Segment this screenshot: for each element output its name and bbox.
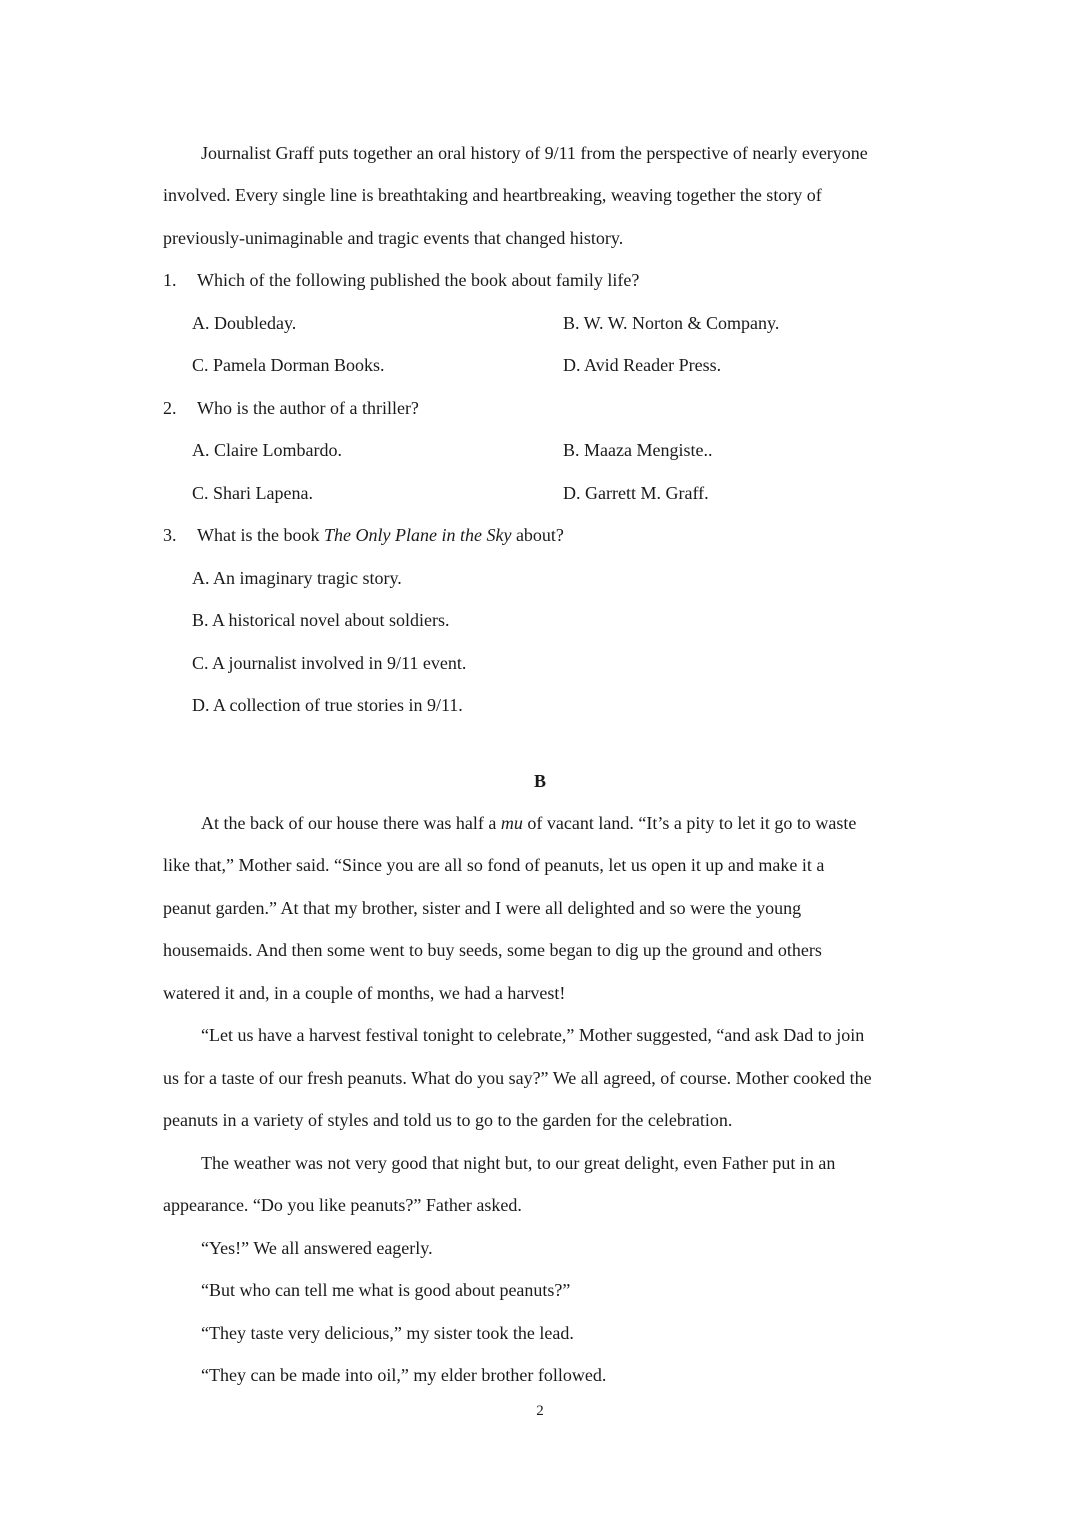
question-2-option-c: C. Shari Lapena.: [192, 483, 313, 503]
section-b-p1-line-1-before: At the back of our house there was half a: [201, 813, 501, 833]
passage-a-line-1: Journalist Graff puts together an oral history of 9/11 from the perspective of nearly everyone: [201, 143, 868, 163]
question-1-number: 1.: [163, 270, 177, 290]
question-1-option-b: B. W. W. Norton & Company.: [563, 313, 780, 333]
question-3-option-c: C. A journalist involved in 9/11 event.: [192, 653, 467, 673]
question-2-option-d: D. Garrett M. Graff.: [563, 483, 709, 503]
question-1-text: Which of the following published the book about family life?: [197, 270, 640, 290]
section-b-p2-line-2: us for a taste of our fresh peanuts. What do you say?” We all agreed, of course. Mother cooked the: [163, 1068, 872, 1088]
section-b-p3-line-2: appearance. “Do you like peanuts?” Father asked.: [163, 1195, 522, 1215]
question-2-number: 2.: [163, 398, 177, 418]
section-b-p1-line-1-after: of vacant land. “It’s a pity to let it go to waste: [522, 813, 857, 833]
section-b-p2-line-3: peanuts in a variety of styles and told us to go to the garden for the celebration.: [163, 1110, 733, 1130]
question-3-text-before: What is the book: [197, 525, 324, 545]
section-b-heading: B: [533, 771, 546, 791]
question-1-option-c: C. Pamela Dorman Books.: [192, 355, 385, 375]
section-b-p7: “They can be made into oil,” my elder brother followed.: [201, 1365, 607, 1385]
section-b-p1-line-4: housemaids. And then some went to buy seeds, some began to dig up the ground and others: [163, 940, 822, 960]
section-b-p1-mu: mu: [500, 813, 523, 833]
question-2-text: Who is the author of a thriller?: [197, 398, 419, 418]
question-1-option-d: D. Avid Reader Press.: [563, 355, 722, 375]
section-b-p1-line-1: [201, 812, 856, 834]
section-b-p4: “Yes!” We all answered eagerly.: [201, 1238, 433, 1258]
section-b-p1-line-3: peanut garden.” At that my brother, sister and I were all delighted and so were the young: [163, 898, 802, 918]
section-b-p1-line-2: like that,” Mother said. “Since you are all so fond of peanuts, let us open it up and make it a: [163, 855, 825, 875]
section-b-p1-line-5: watered it and, in a couple of months, we had a harvest!: [163, 983, 566, 1003]
question-2-option-b: B. Maaza Mengiste..: [563, 440, 713, 460]
question-1-option-a: A. Doubleday.: [192, 313, 297, 333]
question-2-option-a: A. Claire Lombardo.: [192, 440, 342, 460]
section-b-p2-line-1: “Let us have a harvest festival tonight to celebrate,” Mother suggested, “and ask Dad to join: [201, 1025, 865, 1045]
question-3-book-title: The Only Plane in the Sky: [323, 525, 512, 545]
question-3-number: 3.: [163, 525, 177, 545]
question-3-option-d: D. A collection of true stories in 9/11.: [192, 695, 463, 715]
section-b-p3-line-1: The weather was not very good that night but, to our great delight, even Father put in an: [201, 1153, 836, 1173]
passage-a-line-2: involved. Every single line is breathtaking and heartbreaking, weaving together the story of: [163, 185, 822, 205]
question-3-text-after: about?: [511, 525, 564, 545]
question-3-option-b: B. A historical novel about soldiers.: [192, 610, 450, 630]
question-3-text: [197, 524, 564, 546]
question-3-option-a: A. An imaginary tragic story.: [192, 568, 402, 588]
section-b-p5: “But who can tell me what is good about peanuts?”: [201, 1280, 571, 1300]
section-b-p6: “They taste very delicious,” my sister took the lead.: [201, 1323, 574, 1343]
passage-a-line-3: previously-unimaginable and tragic events that changed history.: [163, 228, 624, 248]
page-number: 2: [536, 1403, 544, 1419]
